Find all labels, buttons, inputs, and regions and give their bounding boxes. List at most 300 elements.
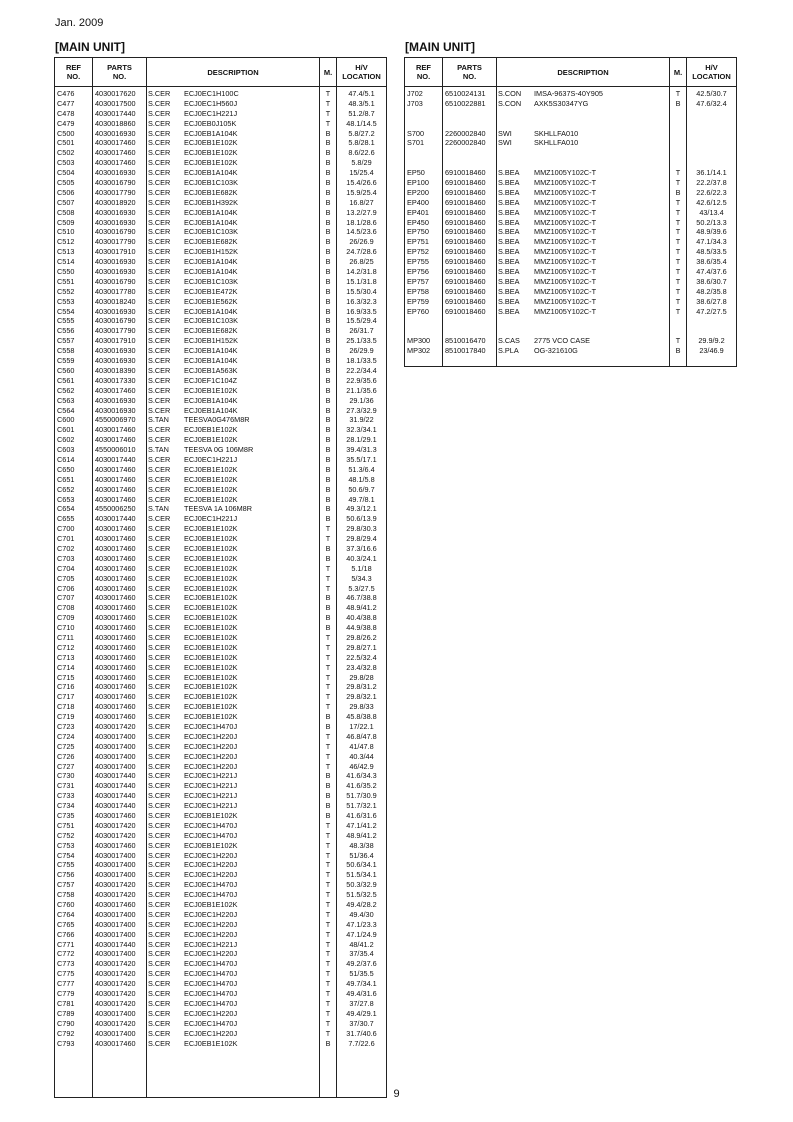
part-type: S.CER bbox=[148, 593, 171, 603]
part-type: S.CER bbox=[148, 840, 171, 850]
description-cell bbox=[147, 1009, 319, 1019]
description-cell bbox=[147, 613, 319, 623]
description-cell bbox=[147, 267, 319, 277]
description-cell bbox=[497, 316, 669, 326]
description-cell bbox=[147, 495, 319, 505]
part-type: S.CER bbox=[148, 514, 171, 524]
ref-no-cell: C775 bbox=[57, 969, 75, 979]
description-cell bbox=[147, 762, 319, 772]
parts-no-cell: 4030016790 bbox=[95, 178, 136, 188]
part-type: S.CER bbox=[148, 168, 171, 178]
parts-no-cell: 4030017460 bbox=[95, 148, 136, 158]
part-type: S.BEA bbox=[498, 257, 520, 267]
mount-cell: B bbox=[325, 217, 331, 227]
description-cell bbox=[147, 178, 319, 188]
header-m: M. bbox=[320, 58, 337, 86]
description-cell bbox=[497, 89, 669, 99]
ref-no-cell: C563 bbox=[57, 395, 75, 405]
parts-no-cell: 4030017460 bbox=[95, 623, 136, 633]
part-model: ECJ0EC1H470J bbox=[184, 722, 238, 731]
parts-no-cell: 4030017400 bbox=[95, 919, 136, 929]
part-model: ECJ0EB1A104K bbox=[184, 207, 238, 217]
location-cell: 51.2/8.7 bbox=[348, 108, 375, 118]
location-cell: 43/13.4 bbox=[699, 207, 724, 217]
location-cell: 39.4/31.3 bbox=[346, 445, 377, 455]
location-cell bbox=[687, 129, 736, 139]
location-cell: 47.1/34.3 bbox=[696, 237, 727, 247]
ref-no-cell: C654 bbox=[57, 504, 75, 514]
parts-no-cell: 4030017460 bbox=[95, 425, 136, 435]
ref-no-cell: C779 bbox=[57, 989, 75, 999]
ref-no-cell: C510 bbox=[57, 227, 75, 237]
parts-no-cell: 4030017440 bbox=[95, 771, 136, 781]
part-type: S.CER bbox=[148, 801, 171, 811]
description-cell bbox=[147, 851, 319, 861]
description-cell bbox=[147, 514, 319, 524]
parts-no-cell: 4030017460 bbox=[95, 543, 136, 553]
part-type: S.CER bbox=[148, 959, 171, 969]
ref-no-cell: C751 bbox=[57, 820, 75, 830]
parts-no-cell: 4030017460 bbox=[95, 494, 136, 504]
parts-no-cell: 4030017420 bbox=[95, 830, 136, 840]
part-model: ECJ0EC1H221J bbox=[184, 801, 238, 811]
ref-no-cell: EP752 bbox=[407, 247, 429, 257]
part-type: S.CER bbox=[148, 296, 171, 306]
part-model: ECJ0EB1E102K bbox=[184, 682, 238, 692]
mount-cell: T bbox=[675, 168, 681, 178]
parts-no-cell: 4030017460 bbox=[95, 138, 136, 148]
table-header bbox=[405, 58, 736, 87]
location-cell: 42.5/30.7 bbox=[696, 89, 727, 98]
ref-no-cell: C650 bbox=[57, 464, 75, 474]
ref-no-cell: C653 bbox=[57, 494, 75, 504]
table-body bbox=[55, 87, 386, 1097]
mount-cell: T bbox=[325, 1008, 331, 1018]
ref-no-cell: EP400 bbox=[407, 197, 429, 207]
location-cell: 36.1/14.1 bbox=[696, 168, 727, 178]
left-section-title: [MAIN UNIT] bbox=[55, 40, 125, 54]
location-cell: 37/30.7 bbox=[349, 1018, 374, 1028]
parts-no-cell: 6910018460 bbox=[445, 187, 486, 197]
part-model: ECJ0EB0J105K bbox=[184, 118, 237, 128]
description-cell bbox=[147, 277, 319, 287]
mount-cell: B bbox=[325, 781, 331, 791]
part-model: ECJ0EB1E102K bbox=[184, 534, 238, 544]
location-cell: 16.3/32.3 bbox=[346, 296, 377, 306]
part-type: S.BEA bbox=[498, 267, 520, 277]
part-type: S.CER bbox=[148, 652, 171, 662]
mount-cell bbox=[670, 326, 686, 336]
description-cell bbox=[147, 237, 319, 247]
ref-no-cell: C507 bbox=[57, 197, 75, 207]
location-cell: 47.6/32.4 bbox=[696, 98, 727, 108]
part-model: ECJ0EC1H470J bbox=[184, 989, 238, 999]
part-model: ECJ0EB1E102K bbox=[184, 593, 238, 603]
location-cell bbox=[687, 316, 736, 326]
location-cell: 48.2/35.8 bbox=[696, 286, 727, 296]
mount-cell: T bbox=[325, 909, 331, 919]
mount-cell: T bbox=[325, 860, 331, 870]
part-model: ECJ0EB1E102K bbox=[184, 672, 238, 682]
part-type: S.CER bbox=[148, 880, 171, 890]
location-cell: 50.6/9.7 bbox=[348, 484, 375, 494]
ref-no-cell bbox=[405, 316, 442, 326]
part-model: ECJ0EC1H470J bbox=[184, 959, 238, 969]
header-description: DESCRIPTION bbox=[147, 58, 320, 86]
parts-no-cell: 4030016930 bbox=[95, 217, 136, 227]
ref-no-cell: C508 bbox=[57, 207, 75, 217]
description-cell bbox=[497, 99, 669, 109]
description-cell bbox=[147, 445, 319, 455]
mount-cell: B bbox=[325, 148, 331, 158]
part-type: S.CER bbox=[148, 524, 171, 534]
part-model: ECJ0EC1H470J bbox=[184, 979, 238, 989]
part-model: MMZ1005Y102C-T bbox=[534, 306, 597, 316]
part-type: S.BEA bbox=[498, 168, 520, 178]
part-model: ECJ0EB1E102K bbox=[184, 524, 238, 534]
parts-no-cell: 6910018460 bbox=[445, 168, 486, 178]
location-cell: 22.5/32.4 bbox=[346, 652, 377, 662]
part-type: S.CER bbox=[148, 1018, 171, 1028]
parts-no-cell: 4030017400 bbox=[95, 929, 136, 939]
part-type: S.CER bbox=[148, 89, 171, 98]
part-model: ECJ0EC1H470J bbox=[184, 830, 238, 840]
mount-cell: T bbox=[325, 702, 331, 712]
ref-no-cell: C601 bbox=[57, 425, 75, 435]
mount-cell: T bbox=[675, 276, 681, 286]
mount-cell: T bbox=[325, 900, 331, 910]
parts-no-cell: 4030016930 bbox=[95, 267, 136, 277]
description-cell bbox=[147, 663, 319, 673]
ref-no-cell: C477 bbox=[57, 98, 75, 108]
mount-cell: B bbox=[325, 207, 331, 217]
mount-cell: B bbox=[325, 445, 331, 455]
mount-cell: T bbox=[325, 524, 331, 534]
ref-no-cell: C554 bbox=[57, 306, 75, 316]
ref-no-cell: C790 bbox=[57, 1018, 75, 1028]
parts-no-cell: 4030017440 bbox=[95, 801, 136, 811]
description-cell bbox=[147, 653, 319, 663]
mount-cell: B bbox=[325, 722, 331, 731]
mount-cell: B bbox=[325, 187, 331, 197]
parts-no-cell: 6910018460 bbox=[445, 207, 486, 217]
location-cell: 49.7/34.1 bbox=[346, 979, 377, 989]
description-cell bbox=[147, 218, 319, 228]
ref-no-cell: C705 bbox=[57, 573, 75, 583]
description-cell bbox=[147, 356, 319, 366]
description-cell bbox=[147, 396, 319, 406]
parts-no-cell: 4030017420 bbox=[95, 880, 136, 890]
location-cell: 25.1/33.5 bbox=[346, 336, 377, 346]
mount-cell: B bbox=[325, 257, 331, 267]
part-model: ECJ0EC1H220J bbox=[184, 850, 238, 860]
mount-cell: B bbox=[325, 138, 331, 148]
mount-cell: B bbox=[325, 405, 331, 415]
parts-no-cell: 4030017620 bbox=[95, 89, 136, 98]
part-type: S.BEA bbox=[498, 306, 520, 316]
parts-no-cell: 6910018460 bbox=[445, 178, 486, 188]
description-cell bbox=[147, 415, 319, 425]
part-model: MMZ1005Y102C-T bbox=[534, 178, 597, 188]
part-type: S.BEA bbox=[498, 187, 520, 197]
ref-no-cell: C709 bbox=[57, 613, 75, 623]
ref-no-cell: C735 bbox=[57, 811, 75, 821]
parts-no-cell: 4030017420 bbox=[95, 969, 136, 979]
location-cell: 15.1/31.8 bbox=[346, 276, 377, 286]
part-model: ECJ0EB1E562K bbox=[184, 296, 238, 306]
mount-cell: T bbox=[325, 761, 331, 771]
location-cell: 41.6/34.3 bbox=[346, 771, 377, 781]
parts-no-cell: 4030017460 bbox=[95, 524, 136, 534]
ref-no-cell: C772 bbox=[57, 949, 75, 959]
part-type: S.CER bbox=[148, 306, 171, 316]
mount-cell: T bbox=[325, 662, 331, 672]
location-cell: 15.5/30.4 bbox=[346, 286, 377, 296]
mount-cell: T bbox=[325, 98, 331, 108]
part-type: S.BEA bbox=[498, 217, 520, 227]
description-cell bbox=[147, 376, 319, 386]
mount-cell: T bbox=[325, 979, 331, 989]
parts-no-column bbox=[443, 87, 497, 366]
ref-no-cell: EP100 bbox=[407, 178, 429, 188]
part-model: ECJ0EB1E102K bbox=[184, 148, 238, 158]
ref-no-cell: C715 bbox=[57, 672, 75, 682]
location-cell: 29.8/30.3 bbox=[346, 524, 377, 534]
parts-no-cell: 4030017400 bbox=[95, 741, 136, 751]
mount-cell bbox=[670, 109, 686, 119]
description-cell bbox=[147, 227, 319, 237]
location-cell: 41.6/31.6 bbox=[346, 811, 377, 821]
mount-cell: T bbox=[325, 534, 331, 544]
part-model: ECJ0EC1H220J bbox=[184, 741, 238, 751]
mount-cell: B bbox=[325, 375, 331, 385]
part-model: ECJ0EB1E102K bbox=[184, 702, 238, 712]
description-cell bbox=[147, 564, 319, 574]
mount-cell: T bbox=[675, 178, 681, 188]
location-cell: 47.1/23.3 bbox=[346, 919, 377, 929]
ref-no-cell: C714 bbox=[57, 662, 75, 672]
description-cell bbox=[147, 188, 319, 198]
location-cell: 8.6/22.6 bbox=[348, 148, 375, 158]
part-type: S.CER bbox=[148, 603, 171, 613]
part-type: S.CON bbox=[498, 98, 522, 108]
part-type: S.BEA bbox=[498, 227, 520, 237]
description-cell bbox=[147, 732, 319, 742]
part-type: S.CER bbox=[148, 227, 171, 237]
parts-no-cell: 4030017400 bbox=[95, 860, 136, 870]
part-type: S.CER bbox=[148, 850, 171, 860]
part-type: S.TAN bbox=[148, 445, 169, 455]
location-cell: 29.8/28 bbox=[349, 672, 374, 682]
part-type: S.CER bbox=[148, 356, 171, 366]
ref-no-cell: C602 bbox=[57, 435, 75, 445]
part-type: S.CER bbox=[148, 890, 171, 900]
description-cell bbox=[147, 900, 319, 910]
part-model: ECJ0EC1H100C bbox=[184, 89, 239, 98]
description-column bbox=[147, 87, 320, 1097]
mount-cell: T bbox=[675, 336, 681, 346]
mount-cell: T bbox=[325, 929, 331, 939]
location-cell: 41.6/35.2 bbox=[346, 781, 377, 791]
part-model: MMZ1005Y102C-T bbox=[534, 257, 597, 267]
location-cell: 46.7/38.8 bbox=[346, 593, 377, 603]
part-type: S.CER bbox=[148, 682, 171, 692]
description-cell bbox=[147, 247, 319, 257]
part-model: ECJ0EC1H470J bbox=[184, 880, 238, 890]
description-cell bbox=[147, 287, 319, 297]
location-cell: 50.6/13.9 bbox=[346, 514, 377, 524]
mount-cell: T bbox=[325, 652, 331, 662]
part-type: S.CER bbox=[148, 316, 171, 326]
ref-no-cell: C781 bbox=[57, 998, 75, 1008]
mount-cell: B bbox=[325, 425, 331, 435]
part-model: ECJ0EB1E102K bbox=[184, 425, 238, 435]
part-type: S.CER bbox=[148, 207, 171, 217]
mount-cell bbox=[670, 119, 686, 129]
mount-cell: B bbox=[675, 98, 681, 108]
ref-no-cell: C559 bbox=[57, 356, 75, 366]
parts-no-cell: 4030017440 bbox=[95, 514, 136, 524]
description-cell bbox=[147, 890, 319, 900]
parts-no-cell bbox=[443, 119, 496, 129]
description-cell bbox=[147, 584, 319, 594]
description-cell bbox=[147, 425, 319, 435]
table-body bbox=[405, 87, 736, 366]
part-type: S.CER bbox=[148, 276, 171, 286]
ref-no-cell: J702 bbox=[407, 89, 423, 98]
part-type: S.CER bbox=[148, 158, 171, 168]
parts-no-cell: 4030016930 bbox=[95, 405, 136, 415]
location-cell: 28.1/29.1 bbox=[346, 435, 377, 445]
parts-no-cell: 4030016930 bbox=[95, 207, 136, 217]
parts-no-cell: 6910018460 bbox=[445, 276, 486, 286]
location-cell: 5/34.3 bbox=[351, 573, 372, 583]
part-type: S.CER bbox=[148, 751, 171, 761]
description-cell bbox=[497, 208, 669, 218]
description-cell bbox=[147, 801, 319, 811]
part-type: S.BEA bbox=[498, 247, 520, 257]
ref-no-cell bbox=[405, 158, 442, 168]
part-type: S.BEA bbox=[498, 197, 520, 207]
description-cell bbox=[147, 742, 319, 752]
ref-no-cell: EP50 bbox=[407, 168, 425, 178]
location-cell: 49.3/12.1 bbox=[346, 504, 377, 514]
part-type: S.BEA bbox=[498, 237, 520, 247]
part-model: ECJ0EB1E102K bbox=[184, 652, 238, 662]
ref-no-cell: EP755 bbox=[407, 257, 429, 267]
ref-no-cell: C792 bbox=[57, 1028, 75, 1038]
part-type: S.CER bbox=[148, 662, 171, 672]
parts-no-cell: 4030016930 bbox=[95, 168, 136, 178]
description-cell bbox=[147, 831, 319, 841]
mount-cell: T bbox=[325, 998, 331, 1008]
description-cell bbox=[147, 712, 319, 722]
parts-no-cell: 2260002840 bbox=[445, 138, 486, 148]
part-model: ECJ0EC1H470J bbox=[184, 820, 238, 830]
part-model: MMZ1005Y102C-T bbox=[534, 227, 597, 237]
header-location: H/V LOCATION bbox=[692, 63, 731, 81]
parts-no-cell: 4030017460 bbox=[95, 603, 136, 613]
parts-no-cell: 6910018460 bbox=[445, 296, 486, 306]
part-type: S.CER bbox=[148, 286, 171, 296]
location-cell: 27.3/32.9 bbox=[346, 405, 377, 415]
part-type: S.CER bbox=[148, 722, 171, 731]
part-model: ECJ0EB1E102K bbox=[184, 712, 238, 722]
part-type: S.CER bbox=[148, 731, 171, 741]
part-model: ECJ0EB1A104K bbox=[184, 128, 238, 138]
mount-cell bbox=[670, 129, 686, 139]
parts-no-cell: 4030017460 bbox=[95, 662, 136, 672]
part-model: MMZ1005Y102C-T bbox=[534, 247, 597, 257]
part-type: S.CER bbox=[148, 435, 171, 445]
part-model: ECJ0EB1E682K bbox=[184, 326, 238, 336]
ref-no-cell: EP757 bbox=[407, 276, 429, 286]
ref-no-cell: C731 bbox=[57, 781, 75, 791]
parts-no-cell: 4030017460 bbox=[95, 642, 136, 652]
location-cell: 5.8/27.2 bbox=[348, 128, 375, 138]
parts-no-cell: 4030017420 bbox=[95, 820, 136, 830]
parts-no-cell: 4030017460 bbox=[95, 464, 136, 474]
part-model: ECJ0EC1H220J bbox=[184, 1008, 238, 1018]
parts-no-cell: 4030017460 bbox=[95, 672, 136, 682]
ref-no-cell: C700 bbox=[57, 524, 75, 534]
description-cell bbox=[147, 198, 319, 208]
ref-no-cell: C514 bbox=[57, 257, 75, 267]
part-model: 2775 VCO CASE bbox=[534, 336, 590, 346]
description-cell bbox=[147, 366, 319, 376]
part-type: S.CER bbox=[148, 217, 171, 227]
part-model: ECJ0EB1E472K bbox=[184, 286, 238, 296]
parts-no-cell bbox=[443, 326, 496, 336]
part-type: S.CER bbox=[148, 326, 171, 336]
description-cell bbox=[147, 920, 319, 930]
description-cell bbox=[147, 702, 319, 712]
parts-no-cell: 4030017910 bbox=[95, 336, 136, 346]
part-type: S.CER bbox=[148, 1038, 171, 1048]
ref-no-cell: C733 bbox=[57, 791, 75, 801]
part-model: ECJ0EB1C103K bbox=[184, 227, 238, 237]
parts-no-cell: 6910018460 bbox=[445, 217, 486, 227]
location-cell bbox=[687, 109, 736, 119]
ref-no-cell: C719 bbox=[57, 712, 75, 722]
part-type: S.CER bbox=[148, 148, 171, 158]
mount-cell: B bbox=[325, 435, 331, 445]
ref-no-cell: C727 bbox=[57, 761, 75, 771]
mount-cell: T bbox=[675, 286, 681, 296]
ref-no-cell: C752 bbox=[57, 830, 75, 840]
parts-no-cell: 6910018460 bbox=[445, 267, 486, 277]
parts-no-cell: 4030017460 bbox=[95, 593, 136, 603]
parts-no-cell: 4030017460 bbox=[95, 435, 136, 445]
description-cell bbox=[147, 297, 319, 307]
part-model: ECJ0EF1C104Z bbox=[184, 375, 238, 385]
part-model: ECJ0EB1C103K bbox=[184, 178, 238, 188]
parts-no-cell: 4030016790 bbox=[95, 316, 136, 326]
part-model: AXK5S30347YG bbox=[534, 98, 589, 108]
description-cell bbox=[147, 336, 319, 346]
mount-cell: T bbox=[325, 642, 331, 652]
ref-no-cell: C652 bbox=[57, 484, 75, 494]
location-cell: 51.7/32.1 bbox=[346, 801, 377, 811]
ref-no-cell: C771 bbox=[57, 939, 75, 949]
mount-cell: T bbox=[675, 306, 681, 316]
ref-no-cell: C651 bbox=[57, 474, 75, 484]
part-type: S.CER bbox=[148, 395, 171, 405]
part-type: S.CER bbox=[148, 257, 171, 267]
ref-no-cell: C555 bbox=[57, 316, 75, 326]
description-cell bbox=[147, 643, 319, 653]
part-type: S.CER bbox=[148, 385, 171, 395]
